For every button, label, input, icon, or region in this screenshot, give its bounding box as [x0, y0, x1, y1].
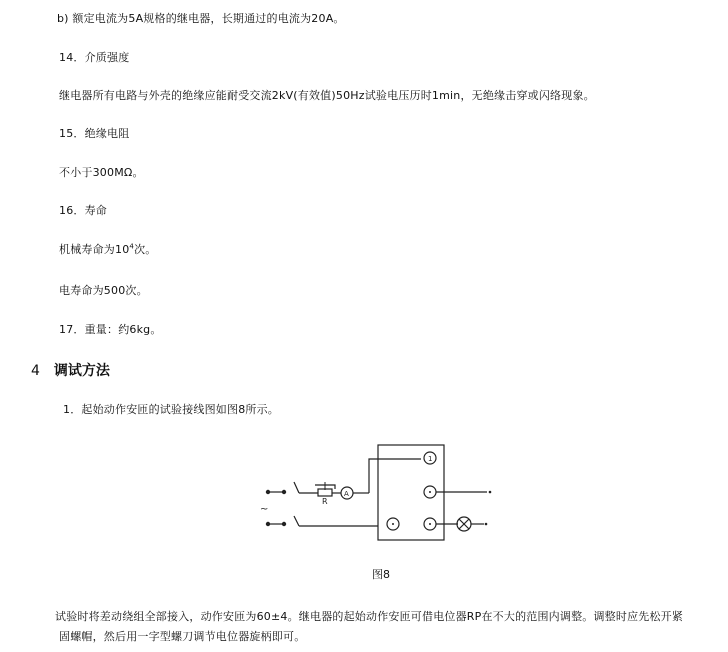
step-1-text: 1．起始动作安匝的试验接线图如图8所示。 — [63, 403, 279, 416]
item-17-weight-text: 17．重量：约6kg。 — [59, 323, 162, 336]
item-15-heading: 15．绝缘电阻 — [59, 127, 130, 140]
wiring-diagram — [240, 438, 500, 543]
switch-top — [294, 482, 299, 493]
terminal-1-label: 1 — [428, 455, 433, 463]
item-16-heading: 16．寿命 — [59, 204, 107, 217]
figure-caption: 图8 — [372, 568, 390, 581]
section-title: 调试方法 — [53, 363, 110, 379]
switch-bottom — [294, 516, 299, 526]
mechanical-life-prefix: 机械寿命为10 — [59, 243, 130, 256]
mechanical-life-text — [59, 243, 156, 257]
ammeter-label: A — [344, 490, 349, 498]
item-14-heading: 14．介质强度 — [59, 51, 130, 64]
resistor-label: R — [322, 497, 328, 506]
lamp-terminal — [485, 523, 488, 526]
dielectric-strength-text: 继电器所有电路与外壳的绝缘应能耐受交流2kV(有效值)50Hz试验电压历时1min，无绝缘击穿或闪络现象。 — [59, 89, 595, 102]
mechanical-life-suffix: 次。 — [134, 243, 157, 256]
section-heading — [31, 362, 110, 380]
rated-current-text: b) 额定电流为5A规格的继电器，长期通过的电流为20A。 — [57, 12, 345, 25]
closing-text-line-2: 固螺帽，然后用一字型螺刀调节电位器旋柄即可。 — [59, 630, 306, 643]
resistor-r — [318, 489, 332, 496]
output-terminal — [489, 491, 492, 494]
ac-source-label: ~ — [260, 504, 269, 515]
section-number: 4 — [31, 363, 40, 379]
electrical-life-text: 电寿命为500次。 — [59, 284, 148, 297]
mechanical-life-exponent: 4 — [129, 242, 135, 251]
closing-text-line-1: 试验时将差动绕组全部接入，动作安匝为60±4。继电器的起始动作安匝可借电位器RP在不大的范围内调整。调整时应先松开紧 — [55, 610, 684, 623]
insulation-resistance-text: 不小于300MΩ。 — [59, 166, 144, 179]
